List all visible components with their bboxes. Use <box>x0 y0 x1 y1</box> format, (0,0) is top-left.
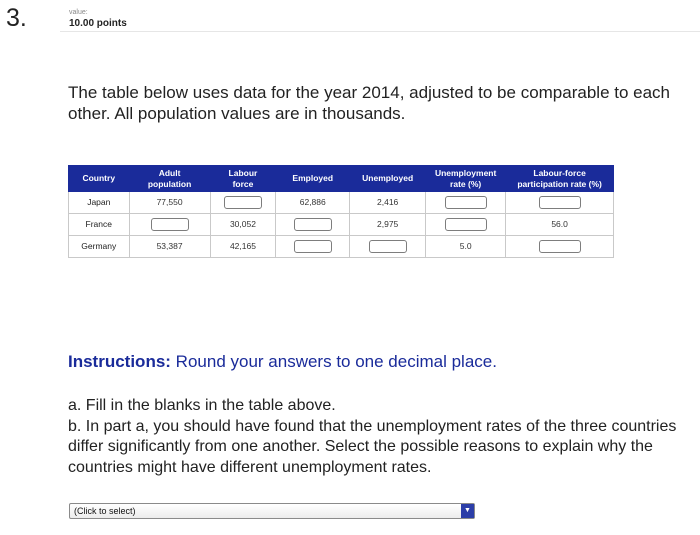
instructions <box>68 352 693 372</box>
unemployment-rate-input[interactable] <box>445 218 487 231</box>
labour-force-value: 30,052 <box>210 214 276 236</box>
header-labour-force: Labour force <box>210 166 276 192</box>
unemployed-input[interactable] <box>369 240 407 253</box>
unemployed-cell <box>350 236 426 258</box>
country-cell: France <box>69 214 130 236</box>
instructions-label: Instructions: <box>68 352 171 371</box>
table-row-japan <box>69 192 614 214</box>
header-adult-population: Adult population <box>129 166 210 192</box>
country-cell: Germany <box>69 236 130 258</box>
unemployment-rate-cell <box>426 214 506 236</box>
labour-data-table <box>68 165 614 258</box>
points-value: 10.00 points <box>69 18 127 29</box>
header-unemployment-rate: Unemployment rate (%) <box>426 166 506 192</box>
unemployment-rate-input[interactable] <box>445 196 487 209</box>
instructions-text: Round your answers to one decimal place. <box>170 352 497 371</box>
reasons-dropdown[interactable] <box>69 503 475 519</box>
adult-population-value: 77,550 <box>129 192 210 214</box>
value-label: value: <box>69 9 88 16</box>
unemployment-rate-cell <box>426 192 506 214</box>
employed-input[interactable] <box>294 218 332 231</box>
unemployed-value: 2,975 <box>350 214 426 236</box>
dropdown-selected-value: (Click to select) <box>74 506 136 516</box>
table-row-france <box>69 214 614 236</box>
employed-value: 62,886 <box>276 192 350 214</box>
employed-cell <box>276 214 350 236</box>
participation-rate-cell <box>506 192 614 214</box>
question-parts <box>68 396 688 478</box>
header-participation-rate: Labour-force participation rate (%) <box>506 166 614 192</box>
header-country: Country <box>69 166 130 192</box>
country-cell: Japan <box>69 192 130 214</box>
header-employed: Employed <box>276 166 350 192</box>
adult-population-value: 53,387 <box>129 236 210 258</box>
table-row-germany <box>69 236 614 258</box>
participation-rate-cell <box>506 236 614 258</box>
participation-rate-value: 56.0 <box>506 214 614 236</box>
unemployed-value: 2,416 <box>350 192 426 214</box>
adult-population-cell <box>129 214 210 236</box>
labour-force-value: 42,165 <box>210 236 276 258</box>
participation-rate-input[interactable] <box>539 240 581 253</box>
table-header-row <box>69 166 614 192</box>
employed-cell <box>276 236 350 258</box>
adult-population-input[interactable] <box>151 218 189 231</box>
chevron-down-icon[interactable]: ▼ <box>461 504 474 518</box>
header-divider <box>60 31 700 32</box>
question-intro: The table below uses data for the year 2014, adjusted to be comparable to each other. All population values are in thousands. <box>68 83 671 123</box>
part-a-text: a. Fill in the blanks in the table above. <box>68 397 336 414</box>
unemployment-rate-value: 5.0 <box>426 236 506 258</box>
labour-force-cell <box>210 192 276 214</box>
labour-force-input[interactable] <box>224 196 262 209</box>
part-b-text: b. In part a, you should have found that the unemployment rates of the three countries differ significantly from one another. Select the possible reasons to explain why the countries might have different unemployment rates. <box>68 417 677 476</box>
question-number: 3. <box>6 4 27 32</box>
employed-input[interactable] <box>294 240 332 253</box>
participation-rate-input[interactable] <box>539 196 581 209</box>
header-unemployed: Unemployed <box>350 166 426 192</box>
